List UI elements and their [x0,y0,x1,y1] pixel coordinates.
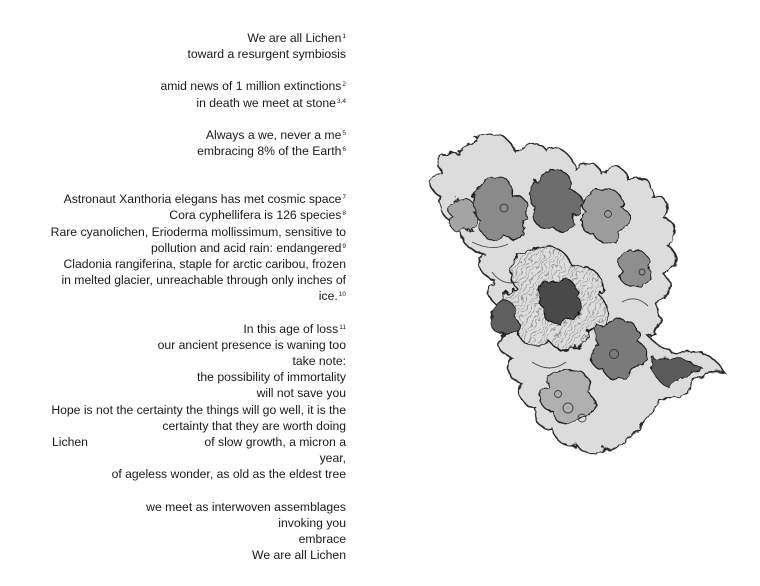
poem-line: invoking you [278,515,346,530]
poem-line: ice.$^{10}$ [318,289,346,304]
poem-line-part: of slow growth, a micron a [204,435,346,450]
poem-line: in melted glacier, unreachable through only inches of [61,273,346,288]
poem-line: will not save you [256,386,346,401]
poem-line: We are all Lichen$^1$ [247,31,346,45]
poem-line: toward a resurgent symbiosis [187,47,346,62]
poem-line: our ancient presence is waning too [157,337,346,352]
poem-line: certainty that they are worth doing [162,418,346,433]
poem-line: Always a we, never a $me^5$ [205,127,346,142]
poem-line: we meet as interwoven assemblages [146,499,346,514]
poem-line: We are all Lichen [252,548,346,563]
poem-line: embracing 8% of the Earth$^6$ [197,144,346,159]
poem [40,30,346,563]
poem-line: of ageless wonder, as old as the eldest tree [111,467,346,482]
poem-line: Cora cyphellifera is 126 species$^8$ [169,208,346,223]
poem-line: amid news of 1 million extinctions$^2$ [160,79,346,94]
poem-line: the possibility of immortality [196,370,346,385]
poem-line: Cladonia rangiferina, staple for arctic caribou, frozen [63,257,346,272]
poem-line: year, [319,451,346,466]
poem-line: in death we meet at stone$^{3,4}$ [196,95,346,110]
lichen-drawing-icon [412,122,740,462]
poem-line: In this age of loss$^{11}$ [243,321,346,336]
poem-line: pollution and acid rain: endangered$^9$ [150,240,346,255]
poem-line: Astronaut Xanthoria elegans has met cosmic space$^7$ [63,192,346,207]
poem-line: embrace [298,532,346,547]
poem-word-lichen: Lichen [52,435,88,450]
poem-line: Rare cyanolichen, Erioderma mollissimum, sensitive to [50,224,346,239]
poem-line [40,434,346,450]
poem-line: take note: [292,354,346,369]
poem-line: Hope is not the certainty the things will go well, it is the [51,402,346,417]
